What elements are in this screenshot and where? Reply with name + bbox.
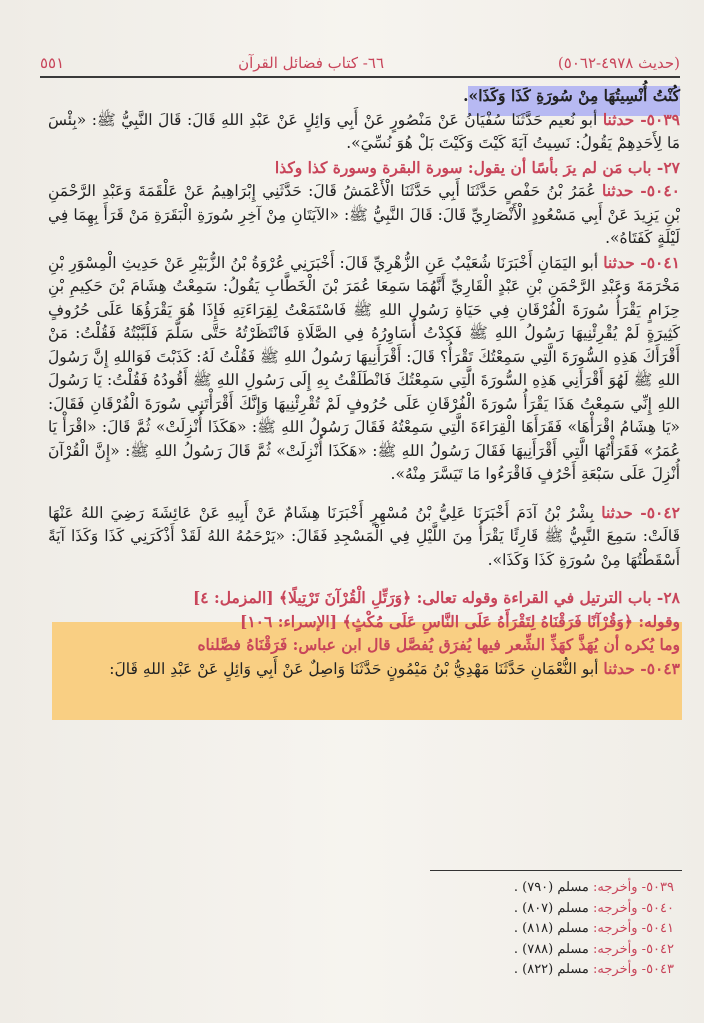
hadith-text: أبو نُعيم حَدَّثَنَا سُفْيَانُ عَنْ مَنْصُورٍ عَنْ أَبِي وَائِلٍ عَنْ عَبْدِ اللهِ قَالَ: قَالَ النَّبِيُّ ﷺ: «بِئْسَ مَا لِأَحَدِهِمْ يَقُولُ: نَسِيتُ آيَةَ كَيْتَ وَكَيْتَ بَلْ هُوَ نُسِّيَ». — [48, 110, 680, 152]
hadith-number: ٥٠٤٢- حدثنا — [601, 502, 681, 522]
hadith-text: أبو اليَمَانِ أَخْبَرَنَا شُعَيْبٌ عَنِ الزُّهْرِيِّ قَالَ: أَخْبَرَنِي عُرْوَةُ بْنُ الزُّبَيْرِ عَنْ حَدِيثِ الْمِسْوَرِ بْنِ مَخْرَمَةَ وَعَبْدِ الرَّحْمَنِ بْنِ عَبْدٍ الْقَارِيِّ أَنَّهُمَا سَمِعَا عُمَرَ بْنَ الْخَطَّابِ يَقُولُ: سَمِعْتُ هِشَامَ بْنَ حَكِيمِ بْنِ حِزَامٍ يَقْرَأُ سُورَةَ الْفُرْقَانِ فِي حَيَاةِ رَسُولِ اللهِ ﷺ فَاسْتَمَعْتُ لِقِرَاءَتِهِ فَإِذَا هُوَ يَقْرَؤُهَا عَلَى حُرُوفٍ كَثِيرَةٍ لَمْ يُقْرِئْنِيهَا رَسُولُ اللهِ ﷺ فَكِدْتُ أُسَاوِرُهُ فِي الصَّلَاةِ فَانْتَظَرْتُهُ حَتَّى سَلَّمَ فَلَبَّبْتُهُ فَقُلْتُ: مَنْ أَقْرَأَكَ هَذِهِ السُّورَةَ الَّتِي سَمِعْتُكَ تَقْرَأُ؟ قَالَ: أَقْرَأَنِيهَا رَسُولُ اللهِ ﷺ فَقُلْتُ لَهُ: كَذَبْتَ فَوَاللهِ إِنَّ رَسُولَ اللهِ ﷺ لَهُوَ أَقْرَأَنِي هَذِهِ السُّورَةَ الَّتِي سَمِعْتُكَ فَانْطَلَقْتُ بِهِ إِلَى رَسُولِ اللهِ ﷺ أَقُودُهُ فَقُلْتُ: يَا رَسُولَ اللهِ إِنِّي سَمِعْتُ هَذَا يَقْرَأُ سُورَةَ الْفُرْقَانِ عَلَى حُرُوفٍ لَمْ تُقْرِئْنِيهَا وَإِنَّكَ أَقْرَأْتَنِي سُورَةَ الْفُرْقَانِ فَقَالَ: «يَا هِشَامُ اقْرَأْهَا» فَقَرَأَهَا الْقِرَاءَةَ الَّتِي سَمِعْتُهُ فَقَالَ رَسُولُ اللهِ ﷺ: «هَكَذَا أُنْزِلَتْ» ثُمَّ قَالَ: «اقْرَأْ يَا عُمَرُ» فَقَرَأْتُهَا الَّتِي أَقْرَأَنِيهَا فَقَالَ رَسُولُ اللهِ ﷺ: «هَكَذَا أُنْزِلَتْ» ثُمَّ قَالَ رَسُولُ اللهِ ﷺ: «إِنَّ الْقُرْآنَ أُنْزِلَ عَلَى سَبْعَةِ أَحْرُفٍ فَاقْرَءُوا مَا تَيَسَّرَ مِنْهُ». — [48, 253, 680, 483]
header-rule — [40, 76, 680, 78]
footnote — [274, 878, 674, 899]
footnote-text: مسلم (٧٨٨) . — [513, 941, 589, 957]
chapter-heading-28: ٢٨- باب الترتيل في القراءة وقوله تعالى: ﴿وَرَتِّلِ الْقُرْآنَ تَرْتِيلًا﴾ [المزمل: ٤] — [192, 588, 680, 607]
hadith-range: (حديث ٤٩٧٨-٥٠٦٢) — [557, 54, 680, 72]
footnote — [274, 940, 674, 961]
footnote-text: مسلم (٨٠٧) . — [513, 900, 589, 916]
hadith-text: أبو النُّعْمَانِ حَدَّثَنَا مَهْدِيُّ بْنُ مَيْمُونٍ حَدَّثَنَا وَاصِلٌ عَنْ أَبِي وَائِلٍ عَنْ عَبْدِ اللهِ قَالَ: — [109, 659, 599, 678]
highlighted-line: كُنْتُ أُنْسِيتُهَا مِنْ سُورَةِ كَذَا وَكَذَا». — [463, 86, 680, 105]
hadith-number: ٥٠٤٠- حدثنا — [602, 181, 680, 200]
footnote-number: ٥٠٤٣- وأخرجه: — [593, 962, 674, 977]
hadith-5042 — [48, 501, 680, 573]
footnote-text: مسلم (٨١٨) . — [513, 921, 589, 936]
footnote-rule — [430, 870, 682, 871]
hadith-text: عُمَرُ بْنُ حَفْصٍ حَدَّثَنَا أَبِي حَدَّثَنَا الْأَعْمَشُ قَالَ: حَدَّثَنِي إِبْرَاهِيمُ عَنْ عَلْقَمَةَ وَعَبْدِ الرَّحْمَنِ بْنِ يَزِيدَ عَنْ أَبِي مَسْعُودٍ الْأَنْصَارِيِّ قَالَ: قَالَ النَّبِيُّ ﷺ: «الآيَتَانِ مِنْ آخِرِ سُورَةِ الْبَقَرَةِ مَنْ قَرَأَ بِهِمَا فِي لَيْلَةٍ كَفَتَاهُ». — [48, 182, 680, 247]
hadith-number: ٥٠٤١- حدثنا — [603, 252, 680, 272]
footnote-number: ٥٠٤٠- وأخرجه: — [593, 900, 674, 916]
chapter-line-3: وما يُكره أن يُهَذَّ كهَذِّ الشِّعر فيها يُفرَق يُفصَّل قال ابن عباس: فَرَقْنَاهُ فصَّلناه — [197, 635, 680, 654]
page-body — [48, 84, 680, 681]
chapter-heading-27: ٢٧- باب مَن لم يرَ بأسًا أن يقول: سورة البقرة وسورة كذا وكذا — [274, 157, 680, 177]
hadith-5043 — [48, 657, 680, 682]
footnote-number: ٥٠٤١- وأخرجه: — [593, 921, 674, 936]
hadith-text: بِشْرُ بْنُ آدَمَ أَخْبَرَنَا عَلِيُّ بْنُ مُسْهِرٍ أَخْبَرَنَا هِشَامٌ عَنْ أَبِيهِ عَنْ عَائِشَةَ رَضِيَ اللهُ عَنْهَا قَالَتْ: سَمِعَ النَّبِيُّ ﷺ قَارِئًا يَقْرَأُ مِنَ اللَّيْلِ فِي الْمَسْجِدِ فَقَالَ: «يَرْحَمُهُ اللهُ لَقَدْ أَذْكَرَنِي كَذَا وَكَذَا آيَةً أَسْقَطْتُهَا مِنْ سُورَةِ كَذَا وَكَذَا». — [48, 503, 680, 569]
book-title: ٦٦- كتاب فضائل القرآن — [238, 54, 385, 72]
hadith-number: ٥٠٣٩- حدثنا — [602, 109, 680, 129]
footnotes — [274, 878, 674, 981]
hadith-5040 — [48, 179, 680, 251]
hadith-number: ٥٠٤٣- حدثنا — [603, 658, 680, 678]
page-number: ٥٥١ — [40, 54, 65, 72]
footnote-number: ٥٠٣٩- وأخرجه: — [593, 880, 674, 895]
running-header — [40, 52, 680, 74]
footnote — [274, 960, 674, 981]
chapter-line-2: وقوله: ﴿وَقُرْآنًا فَرَقْنَاهُ لِتَقْرَأَهُ عَلَى النَّاسِ عَلَى مُكْثٍ﴾ [الإسراء: ١٠٦] — [240, 611, 680, 631]
footnote-text: مسلم (٧٩٠) . — [513, 880, 589, 895]
hadith-5041 — [48, 251, 680, 487]
footnote — [274, 899, 674, 920]
footnote-text: مسلم (٨٢٢) . — [513, 962, 589, 977]
footnote — [274, 919, 674, 940]
footnote-number: ٥٠٤٢- وأخرجه: — [593, 941, 674, 957]
hadith-5039 — [48, 108, 680, 156]
